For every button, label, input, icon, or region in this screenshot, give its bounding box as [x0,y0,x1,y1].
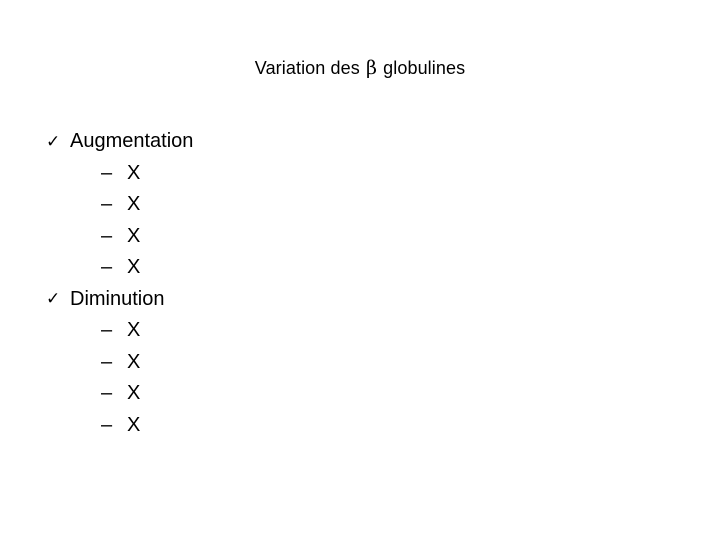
checkmark-icon: ✓ [46,289,61,310]
title-suffix: globulines [378,58,466,78]
title-prefix: Variation des [254,58,365,78]
sub-item [46,221,446,253]
sub-item-label: X [127,382,141,405]
bullet-list [46,126,446,441]
sub-item [46,252,446,284]
sub-item [46,347,446,379]
bullet-diminution [46,284,446,316]
bullet-label: Diminution [70,287,165,310]
dash-icon: – [101,413,113,436]
dash-icon: – [101,382,113,405]
sub-item [46,410,446,442]
dash-icon: – [101,193,113,216]
sub-item [46,315,446,347]
dash-icon: – [101,256,113,279]
sub-item-label: X [127,256,141,279]
dash-icon: – [101,161,113,184]
sub-item-label: X [127,224,141,247]
slide-title [0,56,720,80]
checkmark-icon: ✓ [46,131,61,152]
sub-item-label: X [127,161,141,184]
dash-icon: – [101,224,113,247]
sub-item [46,378,446,410]
sub-item-label: X [127,193,141,216]
dash-icon: – [101,350,113,373]
bullet-augmentation [46,126,446,158]
sub-item-label: X [127,319,141,342]
sub-item-label: X [127,350,141,373]
title-beta-symbol: β [365,57,378,79]
sub-item [46,189,446,221]
dash-icon: – [101,319,113,342]
bullet-label: Augmentation [70,130,194,153]
sub-item [46,158,446,190]
sub-item-label: X [127,413,141,436]
